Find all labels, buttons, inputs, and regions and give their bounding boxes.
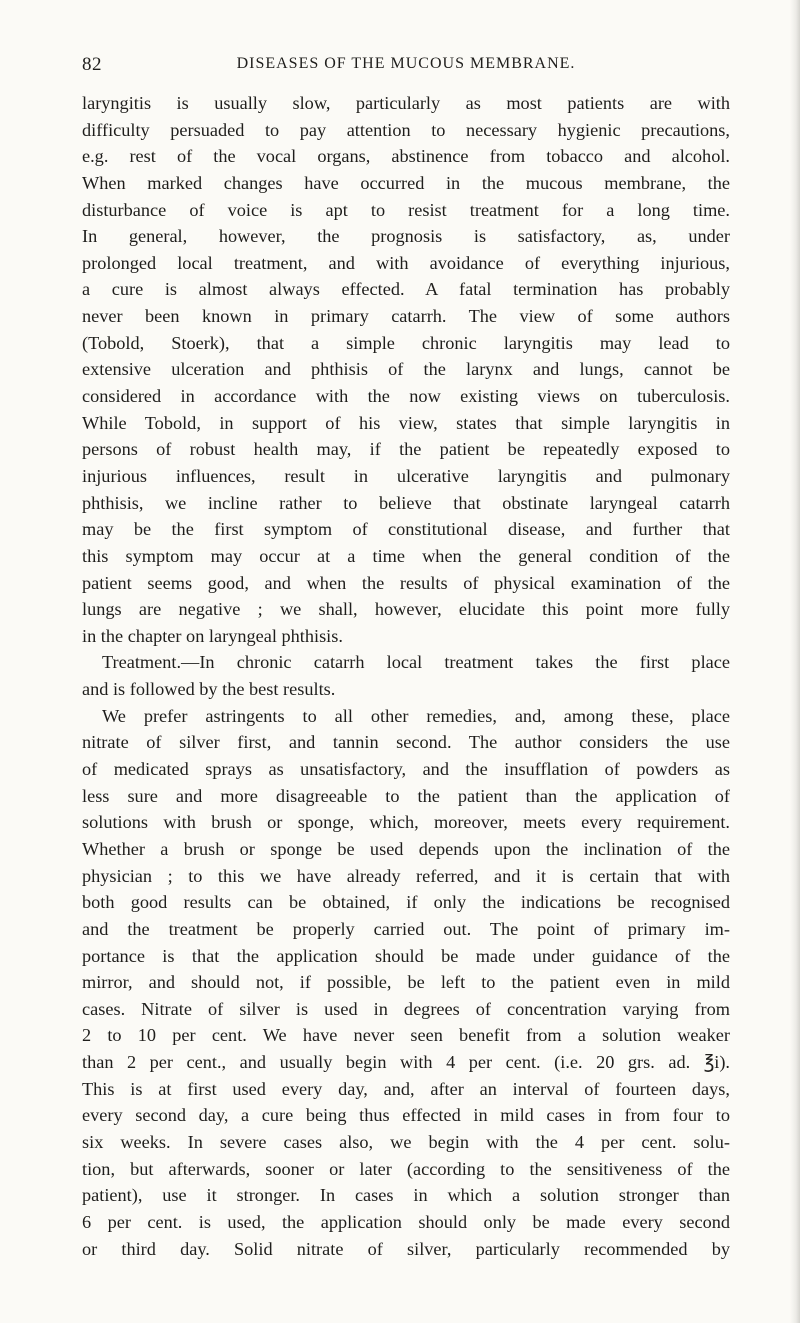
text-line: disturbance of voice is apt to resist treatment for a long time. bbox=[82, 199, 730, 220]
section-heading-line: Treatment.—In chronic catarrh local treatment takes the first place bbox=[102, 652, 730, 673]
text-line: portance is that the application should be made under guidance of the bbox=[82, 945, 730, 966]
text-line: physician ; to this we have already referred, and it is certain that with bbox=[82, 865, 730, 886]
text-line: lungs are negative ; we shall, however, elucidate this point more fully bbox=[82, 599, 730, 620]
text-line: patient), use it stronger. In cases in which a solution stronger than bbox=[82, 1185, 730, 1206]
text-line: considered in accordance with the now existing views on tuberculosis. bbox=[82, 386, 730, 407]
text-line: prolonged local treatment, and with avoidance of everything injurious, bbox=[82, 252, 730, 273]
text-line: In general, however, the prognosis is satisfactory, as, under bbox=[82, 226, 730, 247]
text-line: every second day, a cure being thus effected in mild cases in from four to bbox=[82, 1105, 730, 1126]
text-line: or third day. Solid nitrate of silver, particularly recommended by bbox=[82, 1238, 730, 1259]
page-number: 82 bbox=[82, 54, 102, 75]
text-line: 2 to 10 per cent. We have never seen benefit from a solution weaker bbox=[82, 1025, 730, 1046]
text-line: cases. Nitrate of silver is used in degrees of concentration varying from bbox=[82, 998, 730, 1019]
text-line: We prefer astringents to all other remedies, and, among these, place bbox=[102, 705, 730, 726]
text-line: When marked changes have occurred in the mucous membrane, the bbox=[82, 172, 730, 193]
text-line: never been known in primary catarrh. The view of some authors bbox=[82, 306, 730, 327]
page-edge-shadow bbox=[790, 0, 800, 1323]
text-line: laryngitis is usually slow, particularly as most patients are with bbox=[82, 93, 730, 113]
text-line: patient seems good, and when the results of physical examination of the bbox=[82, 572, 730, 593]
text-line: nitrate of silver first, and tannin second. The author considers the use bbox=[82, 732, 730, 753]
text-line: While Tobold, in support of his view, states that simple laryngitis in bbox=[82, 412, 730, 433]
text-line: mirror, and should not, if possible, be left to the patient even in mild bbox=[82, 972, 730, 993]
text-line: six weeks. In severe cases also, we begin with the 4 per cent. solu- bbox=[82, 1131, 730, 1152]
text-line: This is at first used every day, and, after an interval of fourteen days, bbox=[82, 1078, 730, 1099]
body-text bbox=[82, 90, 730, 1262]
text-line: persons of robust health may, if the patient be repeatedly exposed to bbox=[82, 439, 730, 460]
text-line: in the chapter on laryngeal phthisis. bbox=[82, 625, 343, 646]
text-line: (Tobold, Stoerk), that a simple chronic laryngitis may lead to bbox=[82, 332, 730, 353]
text-line: may be the first symptom of constitutional disease, and further that bbox=[82, 519, 730, 540]
text-line: tion, but afterwards, sooner or later (according to the sensitiveness of the bbox=[82, 1158, 730, 1179]
text-line: less sure and more disagreeable to the patient than the application of bbox=[82, 785, 730, 806]
text-line: injurious influences, result in ulcerative laryngitis and pulmonary bbox=[82, 465, 730, 486]
text-line: solutions with brush or sponge, which, moreover, meets every requirement. bbox=[82, 812, 730, 833]
text-line: Whether a brush or sponge be used depends upon the inclination of the bbox=[82, 838, 730, 859]
text-line: a cure is almost always effected. A fatal termination has probably bbox=[82, 279, 730, 300]
text-line: difficulty persuaded to pay attention to necessary hygienic precautions, bbox=[82, 119, 730, 140]
text-line: e.g. rest of the vocal organs, abstinence from tobacco and alcohol. bbox=[82, 146, 730, 167]
text-line: this symptom may occur at a time when the general condition of the bbox=[82, 545, 730, 566]
running-title: DISEASES OF THE MUCOUS MEMBRANE. bbox=[236, 55, 576, 72]
text-line: phthisis, we incline rather to believe that obstinate laryngeal catarrh bbox=[82, 492, 730, 513]
text-line: 6 per cent. is used, the application should only be made every second bbox=[82, 1211, 730, 1232]
text-line: extensive ulceration and phthisis of the larynx and lungs, cannot be bbox=[82, 359, 730, 380]
text-line: and is followed by the best results. bbox=[82, 679, 336, 700]
text-line: and the treatment be properly carried out. The point of primary im- bbox=[82, 918, 730, 939]
text-line: both good results can be obtained, if only the indications be recognised bbox=[82, 892, 730, 913]
running-header bbox=[82, 54, 730, 78]
text-line: of medicated sprays as unsatisfactory, and the insufflation of powders as bbox=[82, 759, 730, 780]
text-line: than 2 per cent., and usually begin with 4 per cent. (i.e. 20 grs. ad. ℥i). bbox=[82, 1052, 730, 1073]
